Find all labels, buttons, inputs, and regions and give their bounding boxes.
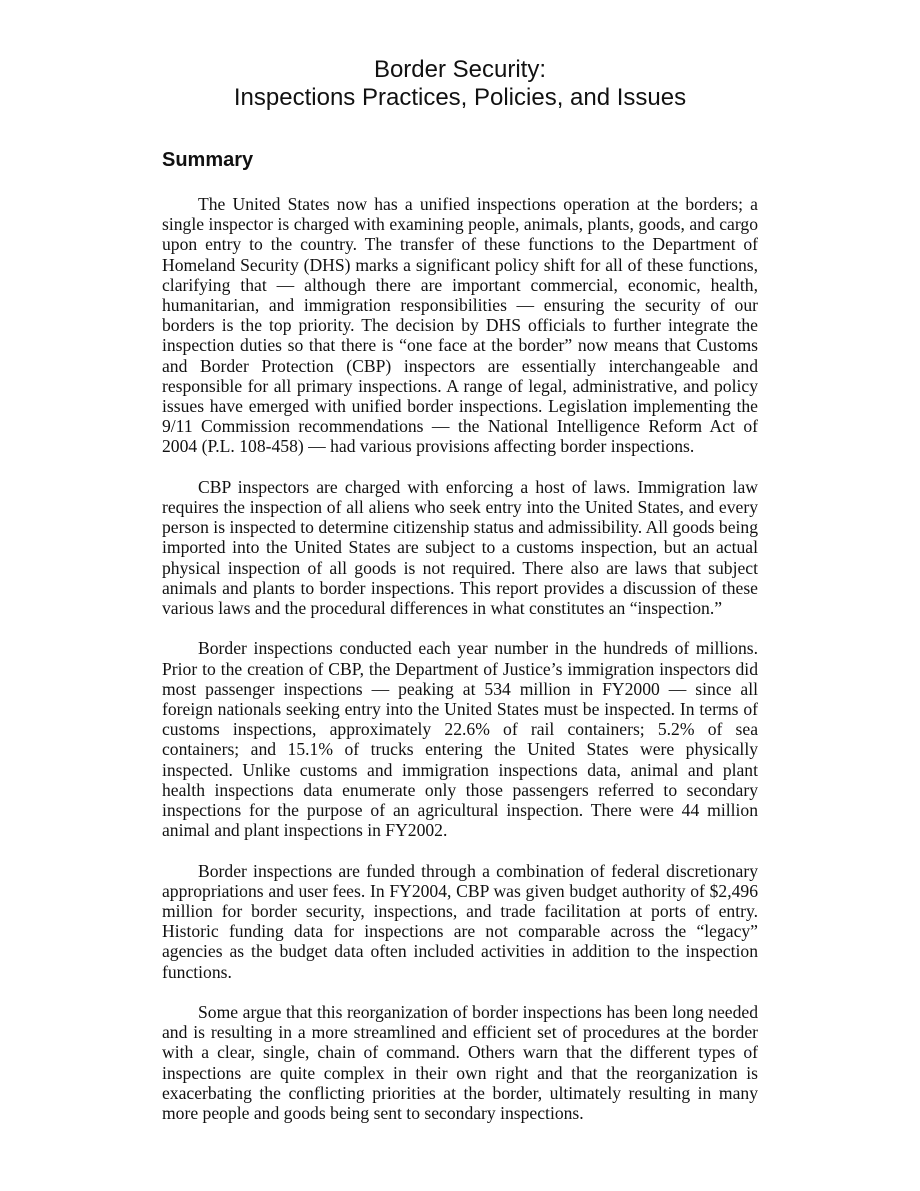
paragraph-2: CBP inspectors are charged with enforcing a host of laws. Immigration law requires the inspection of all aliens who seek entry into the United States, and every person is inspected to determine citizenship status and admissibility. All goods being imported into the United States are subject to a customs inspection, but an actual physical inspection of all goods is not required. There also are laws that subject animals and plants to border inspections. This report provides a discussion of these various laws and the procedural differences in what constitutes an “inspection.” xyxy=(162,476,758,619)
paragraph-3: Border inspections conducted each year number in the hundreds of millions. Prior to the creation of CBP, the Department of Justice’s immigration inspectors did most passenger inspections — peaking at 534 million in FY2000 — since all foreign nationals seeking entry into the United States must be inspected. In terms of customs inspections, approximately 22.6% of rail containers; 5.2% of sea containers; and 15.1% of trucks entering the United States were physically inspected. Unlike customs and immigration inspections data, animal and plant health inspections data enumerate only those passengers referred to secondary inspections for the purpose of an agricultural inspection. There were 44 million animal and plant inspections in FY2002. xyxy=(162,638,758,841)
paragraph-1: The United States now has a unified inspections operation at the borders; a single inspector is charged with examining people, animals, plants, goods, and cargo upon entry to the country. The transfer of these functions to the Department of Homeland Security (DHS) marks a significant policy shift for all of these functions, clarifying that — although there are important commercial, economic, health, humanitarian, and immigration responsibilities — ensuring the security of our borders is the top priority. The decision by DHS officials to further integrate the inspection duties so that there is “one face at the border” now means that Customs and Border Protection (CBP) inspectors are essentially interchangeable and responsible for all primary inspections. A range of legal, administrative, and policy issues have emerged with unified border inspections. Legislation implementing the 9/11 Commission recommendations — the National Intelligence Reform Act of 2004 (P.L. 108-458) — had various provisions affecting border inspections. xyxy=(162,194,758,457)
paragraph-4: Border inspections are funded through a combination of federal discretionary appropriations and user fees. In FY2004, CBP was given budget authority of $2,496 million for border security, inspections, and trade facilitation at ports of entry. Historic funding data for inspections are not comparable across the “legacy” agencies as the budget data often included activities in addition to the inspection functions. xyxy=(162,860,758,982)
document-title xyxy=(162,56,758,112)
section-heading-summary: Summary xyxy=(162,149,254,171)
summary-body xyxy=(162,194,758,1143)
title-line-2: Inspections Practices, Policies, and Issues xyxy=(233,84,687,111)
paragraph-5: Some argue that this reorganization of border inspections has been long needed and is resulting in a more streamlined and efficient set of procedures at the border with a clear, single, chain of command. Others warn that the different types of inspections are quite complex in their own right and that the reorganization is exacerbating the conflicting priorities at the border, ultimately resulting in many more people and goods being sent to secondary inspections. xyxy=(162,1002,758,1124)
title-line-1: Border Security: xyxy=(373,56,547,83)
